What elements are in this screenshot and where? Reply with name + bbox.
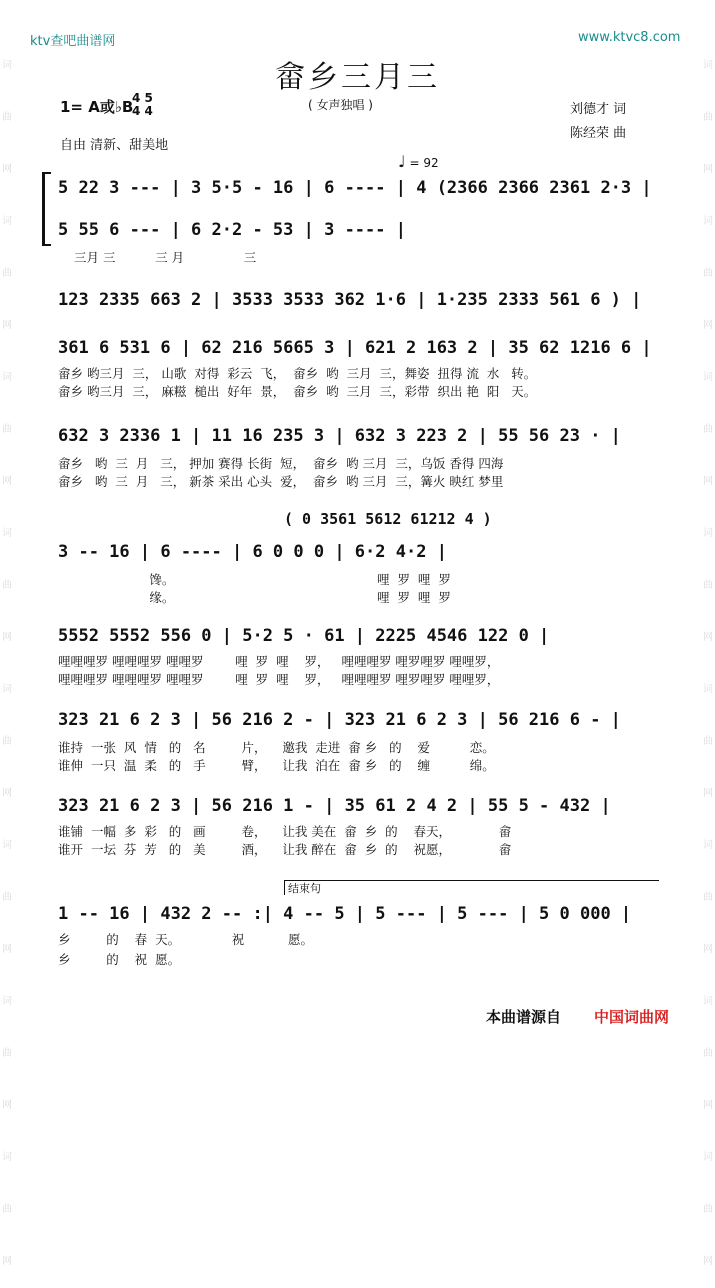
score-line-2-notes: 5 55 6 --- | 6 2·2 - 53 | 3 ---- | xyxy=(58,220,406,240)
score-line-5-lyrics-2: 畲乡 哟 三 月 三， 新茶 采出 心头 爱， 畲乡 哟 三月 三，篝火 映红 梦里 xyxy=(58,474,504,489)
score-line-9-notes: 323 21 6 2 3 | 56 216 1 - | 35 61 2 4 2 | 55 5 - 432 | xyxy=(58,796,611,816)
score-line-5-lyrics-1: 畲乡 哟 三 月 三， 押加 赛得 长街 短， 畲乡 哟 三月 三，乌饭 香得 四海 xyxy=(58,456,504,471)
score-line-4-lyrics-1: 畲乡 哟三月 三， 山歌 对得 彩云 飞， 畲乡 哟 三月 三，舞姿 扭得 流 水 转。 xyxy=(58,366,537,381)
source-brand-link[interactable]: 中国词曲网 xyxy=(594,1008,670,1026)
source-text: 本曲谱源自 xyxy=(486,1008,562,1026)
time-signature xyxy=(132,92,153,118)
song-subtitle: ( 女声独唱 ) xyxy=(308,98,373,112)
score-line-4-notes: 361 6 531 6 | 62 216 5665 3 | 621 2 163 2 | 35 62 1216 6 | xyxy=(58,338,652,358)
tempo-marking xyxy=(398,152,439,171)
score-line-6-lyrics-2: 缘。 哩 罗 哩 罗 xyxy=(58,590,451,605)
score-line-4-lyrics-2: 畲乡 哟三月 三， 麻糍 槌出 好年 景， 畲乡 哟 三月 三，彩带 织出 艳 阳 天。 xyxy=(58,384,537,399)
time-signature-bottom: 4 4 xyxy=(132,104,153,118)
system-bracket xyxy=(42,172,51,246)
score-line-10-lyrics-1: 乡 的 春 天。 祝 愿。 xyxy=(58,932,313,947)
song-title: 畲乡三月三 xyxy=(275,60,440,95)
score-line-8-lyrics-2: 谁伸 一只 温 柔 的 手 臂， 让我 泊在 畲 乡 的 缠 绵。 xyxy=(58,758,495,773)
score-line-3-notes: 123 2335 663 2 | 3533 3533 362 1·6 | 1·235 2333 561 6 ) | xyxy=(58,290,642,310)
score-line-9-lyrics-1: 谁铺 一幅 多 彩 的 画 卷， 让我 美在 畲 乡 的 春天， 畲 xyxy=(58,824,512,839)
score-line-8-notes: 323 21 6 2 3 | 56 216 2 - | 323 21 6 2 3 | 56 216 6 - | xyxy=(58,710,621,730)
score-line-10-notes: 1 -- 16 | 432 2 -- :| 4 -- 5 | 5 --- | 5 --- | 5 0 000 | xyxy=(58,904,632,924)
time-signature-top: 4 5 xyxy=(132,91,153,105)
tempo-value: = 92 xyxy=(409,156,439,170)
ending-bracket xyxy=(284,880,659,895)
score-line-1-notes: 5 22 3 --- | 3 5·5 - 16 | 6 ---- | 4 (2366 2366 2361 2·3 | xyxy=(58,178,652,198)
score-line-8-lyrics-1: 谁持 一张 风 情 的 名 片， 邀我 走进 畲 乡 的 爱 恋。 xyxy=(58,740,495,755)
score-line-6-interlude: ( 0 3561 5612 61212 4 ) xyxy=(284,510,492,528)
watermark-right: 词 曲 网 词 曲 网 词 曲 网 词 曲 网 词 曲 网 词 曲 网 词 曲 网 词 曲 网 xyxy=(703,60,713,1267)
score-line-10-lyrics-2: 乡 的 祝 愿。 xyxy=(58,952,181,967)
site-name-left[interactable]: ktv查吧曲谱网 xyxy=(30,34,116,49)
score-line-9-lyrics-2: 谁开 一坛 芬 芳 的 美 酒， 让我 醉在 畲 乡 的 祝愿， 畲 xyxy=(58,842,512,857)
composer: 陈经荣 曲 xyxy=(570,126,627,141)
ending-label: 结束句 xyxy=(288,882,321,895)
score-line-5-notes: 632 3 2336 1 | 11 16 235 3 | 632 3 223 2 | 55 56 23 · | xyxy=(58,426,621,446)
score-line-6-lyrics-1: 馋。 哩 罗 哩 罗 xyxy=(58,572,451,587)
watermark-left: 词 曲 网 词 曲 网 词 曲 网 词 曲 网 词 曲 网 词 曲 网 词 曲 网 词 曲 网 xyxy=(2,60,12,1267)
score-line-7-lyrics-1: 哩哩哩罗 哩哩哩罗 哩哩罗 哩 罗 哩 罗， 哩哩哩罗 哩罗哩罗 哩哩罗， xyxy=(58,654,500,669)
site-url-right[interactable]: www.ktvc8.com xyxy=(578,30,681,45)
quarter-note-icon: ♩ xyxy=(398,152,406,171)
lyricist: 刘德才 词 xyxy=(570,102,627,117)
score-line-6-notes: 3 -- 16 | 6 ---- | 6 0 0 0 | 6·2 4·2 | xyxy=(58,542,447,562)
score-line-2-lyrics: 三月 三 三 月 三 xyxy=(74,250,257,265)
key-signature: 1= A或♭B xyxy=(60,98,134,116)
performance-style: 自由 清新、甜美地 xyxy=(60,138,169,153)
score-line-7-lyrics-2: 哩哩哩罗 哩哩哩罗 哩哩罗 哩 罗 哩 罗， 哩哩哩罗 哩罗哩罗 哩哩罗， xyxy=(58,672,500,687)
score-line-7-notes: 5552 5552 556 0 | 5·2 5 · 61 | 2225 4546 122 0 | xyxy=(58,626,550,646)
